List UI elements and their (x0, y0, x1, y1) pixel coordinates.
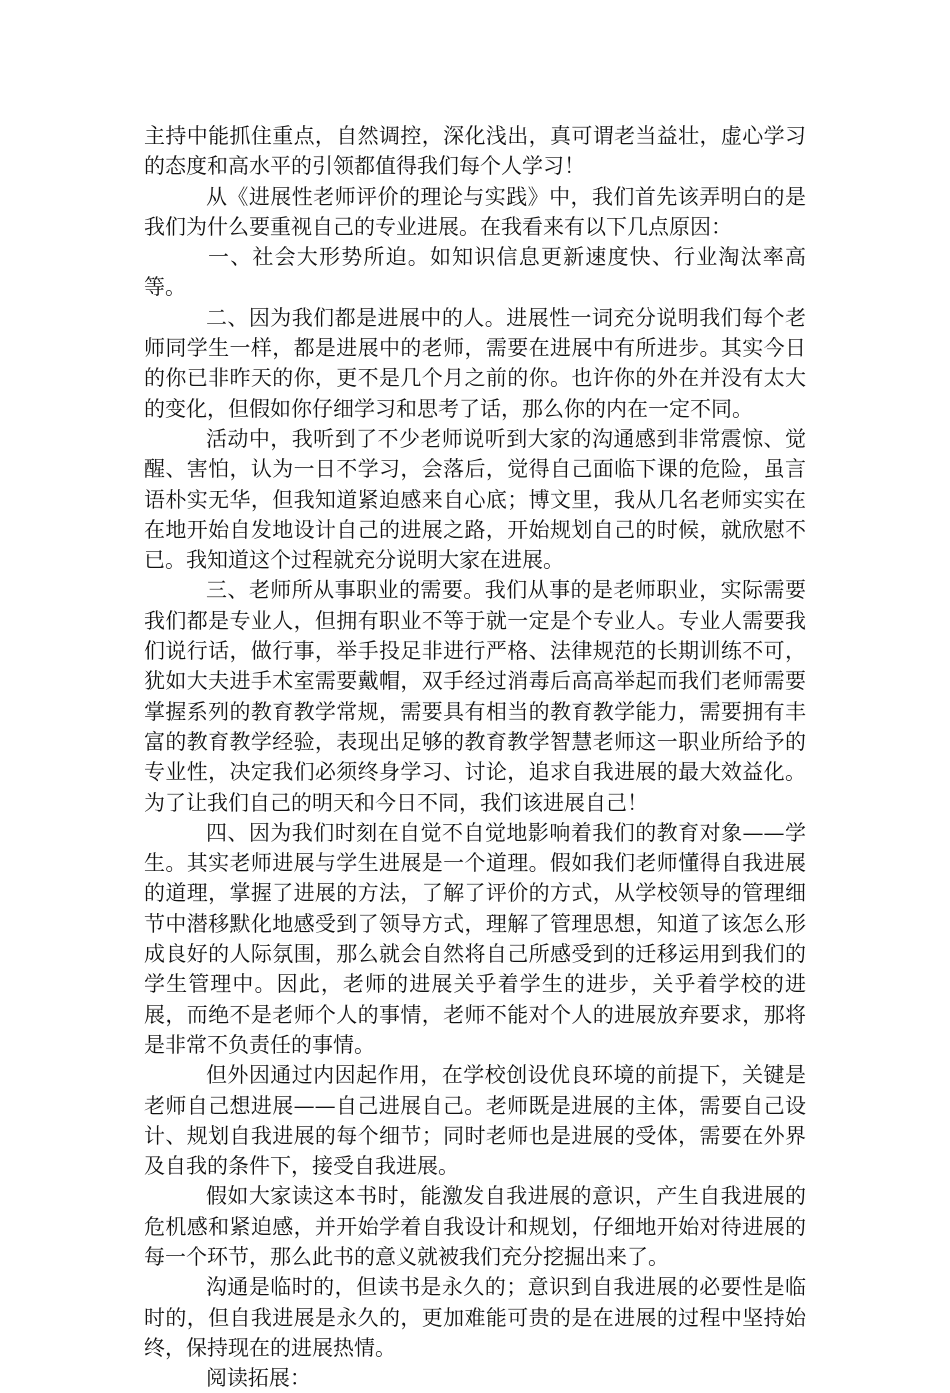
paragraph-9: 假如大家读这本书时，能激发自我进展的意识，产生自我进展的危机感和紧迫感，并开始学着自我设计和规划，仔细地开始对待进展的每一个环节，那么此书的意义就被我们充分挖掘出来了。 (144, 1184, 806, 1269)
paragraph-3: 一、社会大形势所迫。如知识信息更新速度快、行业淘汰率高等。 (144, 245, 806, 300)
paragraph-10: 沟通是临时的，但读书是永久的；意识到自我进展的必要性是临时的，但自我进展是永久的，更加难能可贵的是在进展的过程中坚持始终，保持现在的进展热情。 (144, 1275, 806, 1360)
paragraph-2: 从《进展性老师评价的理论与实践》中，我们首先该弄明白的是我们为什么要重视自己的专业进展。在我看来有以下几点原因： (144, 184, 806, 239)
paragraph-1: 主持中能抓住重点，自然调控，深化浅出，真可谓老当益壮，虚心学习的态度和高水平的引领都值得我们每个人学习！ (144, 124, 806, 179)
paragraph-7: 四、因为我们时刻在自觉不自觉地影响着我们的教育对象——学生。其实老师进展与学生进展是一个道理。假如我们老师懂得自我进展的道理，掌握了进展的方法，了解了评价的方式，从学校领导的管理细节中潜移默化地感受到了领导方式，理解了管理思想，知道了该怎么形成良好的人际氛围，那么就会自然将自己所感受到的迁移运用到我们的学生管理中。因此，老师的进展关乎着学生的进步，关乎着学校的进展，而绝不是老师个人的事情，老师不能对个人的进展放弃要求，那将是非常不负责任的事情。 (144, 820, 806, 1057)
paragraph-5: 活动中，我听到了不少老师说听到大家的沟通感到非常震惊、觉醒、害怕，认为一日不学习，会落后，觉得自己面临下课的危险，虽言语朴实无华，但我知道紧迫感来自心底；博文里，我从几名老师实实在在地开始自发地设计自己的进展之路，开始规划自己的时候，就欣慰不已。我知道这个过程就充分说明大家在进展。 (144, 426, 806, 573)
paragraph-4: 二、因为我们都是进展中的人。进展性一词充分说明我们每个老师同学生一样，都是进展中的老师，需要在进展中有所进步。其实今日的你已非昨天的你，更不是几个月之前的你。也许你的外在并没有太大的变化，但假如你仔细学习和思考了话，那么你的内在一定不同。 (144, 305, 806, 421)
paragraph-11: 阅读拓展： (205, 1366, 311, 1391)
paragraph-6: 三、老师所从事职业的需要。我们从事的是老师职业，实际需要我们都是专业人，但拥有职业不等于就一定是个专业人。专业人需要我们说行话，做行事，举手投足非进行严格、法律规范的长期训练不可，犹如大夫进手术室需要戴帽，双手经过消毒后高高举起而我们老师需要掌握系列的教育教学常规，需要具有相当的教育教学能力，需要拥有丰富的教育教学经验，表现出足够的教育教学智慧老师这一职业所给予的专业性，决定我们必须终身学习、讨论，追求自我进展的最大效益化。为了让我们自己的明天和今日不同，我们该进展自己！ (144, 578, 806, 815)
paragraph-8: 但外因通过内因起作用，在学校创设优良环境的前提下，关键是老师自己想进展——自己进展自己。老师既是进展的主体，需要自己设计、规划自我进展的每个细节；同时老师也是进展的受体，需要在外界及自我的条件下，接受自我进展。 (144, 1063, 806, 1179)
document-body (144, 121, 806, 1393)
